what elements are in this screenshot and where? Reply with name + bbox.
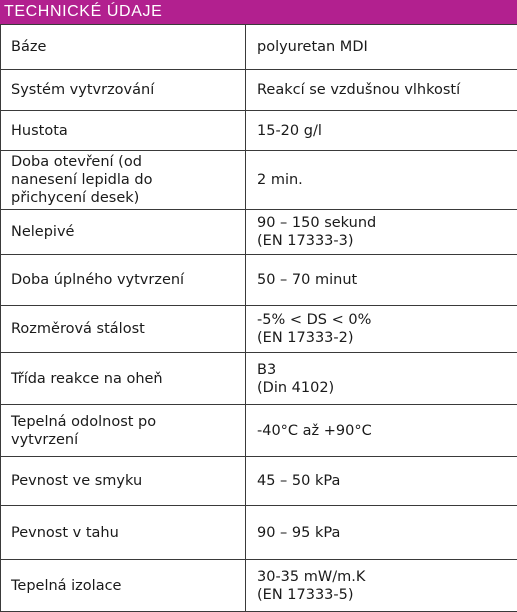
property-label: Pevnost v tahu [11, 524, 119, 541]
property-value: -5% < DS < 0% [257, 312, 372, 328]
property-label-cell [1, 405, 246, 457]
property-value-cell [246, 111, 517, 151]
property-label: Systém vytvrzování [11, 82, 155, 98]
table-row [1, 405, 517, 457]
property-value: 2 min. [257, 172, 303, 188]
property-value: (EN 17333-5) [257, 586, 354, 603]
property-label: Pevnost ve smyku [11, 473, 143, 489]
property-value-cell [246, 457, 517, 506]
property-label: Doba úplného vytvrzení [11, 272, 185, 288]
property-value: B3 [257, 361, 277, 378]
property-label: Třída reakce na oheň [11, 370, 163, 387]
property-label: Doba otevření (od [11, 154, 142, 170]
property-value-cell [246, 151, 517, 210]
property-label-cell [1, 457, 246, 506]
property-value: (EN 17333-2) [257, 330, 354, 346]
section-title: TECHNICKÉ ÚDAJE [0, 0, 517, 24]
property-value: polyuretan MDI [257, 39, 368, 55]
table-row [1, 560, 517, 612]
property-label-cell [1, 506, 246, 560]
table-row [1, 353, 517, 405]
property-label-cell [1, 25, 246, 70]
technical-data-table [0, 24, 517, 612]
property-value: (EN 17333-3) [257, 233, 354, 249]
property-value-cell [246, 306, 517, 353]
property-value: 30-35 mW/m.K [257, 568, 366, 585]
property-label: Rozměrová stálost [11, 321, 145, 337]
property-value-cell [246, 353, 517, 405]
property-label: Tepelná odolnost po [11, 413, 157, 430]
property-label: vytvrzení [11, 431, 79, 448]
property-label: nanesení lepidla do [11, 172, 153, 188]
property-value-cell [246, 70, 517, 111]
table-row [1, 210, 517, 255]
property-value-cell [246, 25, 517, 70]
property-label-cell [1, 151, 246, 210]
table-row [1, 255, 517, 306]
property-label-cell [1, 306, 246, 353]
table-body [1, 25, 517, 612]
table-row [1, 457, 517, 506]
property-value: 15-20 g/l [257, 122, 322, 139]
property-label-cell [1, 70, 246, 111]
property-value: 45 – 50 kPa [257, 473, 341, 489]
table-row [1, 506, 517, 560]
property-value: 90 – 150 sekund [257, 215, 377, 231]
property-value-cell [246, 506, 517, 560]
property-label-cell [1, 111, 246, 151]
table-row [1, 111, 517, 151]
property-value: -40°C až +90°C [257, 422, 372, 439]
table-row [1, 306, 517, 353]
property-value-cell [246, 405, 517, 457]
property-value: 50 – 70 minut [257, 272, 358, 288]
property-value-cell [246, 560, 517, 612]
table-row [1, 25, 517, 70]
property-label-cell [1, 210, 246, 255]
property-value: 90 – 95 kPa [257, 524, 341, 541]
property-label: Hustota [11, 122, 68, 139]
property-value: (Din 4102) [257, 379, 335, 396]
table-row [1, 151, 517, 210]
property-label: Báze [11, 39, 47, 55]
property-label-cell [1, 353, 246, 405]
property-label: Nelepivé [11, 224, 75, 240]
property-label: přichycení desek) [11, 190, 140, 206]
table-row [1, 70, 517, 111]
property-label-cell [1, 560, 246, 612]
property-value: Reakcí se vzdušnou vlhkostí [257, 82, 461, 98]
property-label: Tepelná izolace [11, 577, 122, 594]
property-value-cell [246, 255, 517, 306]
property-value-cell [246, 210, 517, 255]
property-label-cell [1, 255, 246, 306]
